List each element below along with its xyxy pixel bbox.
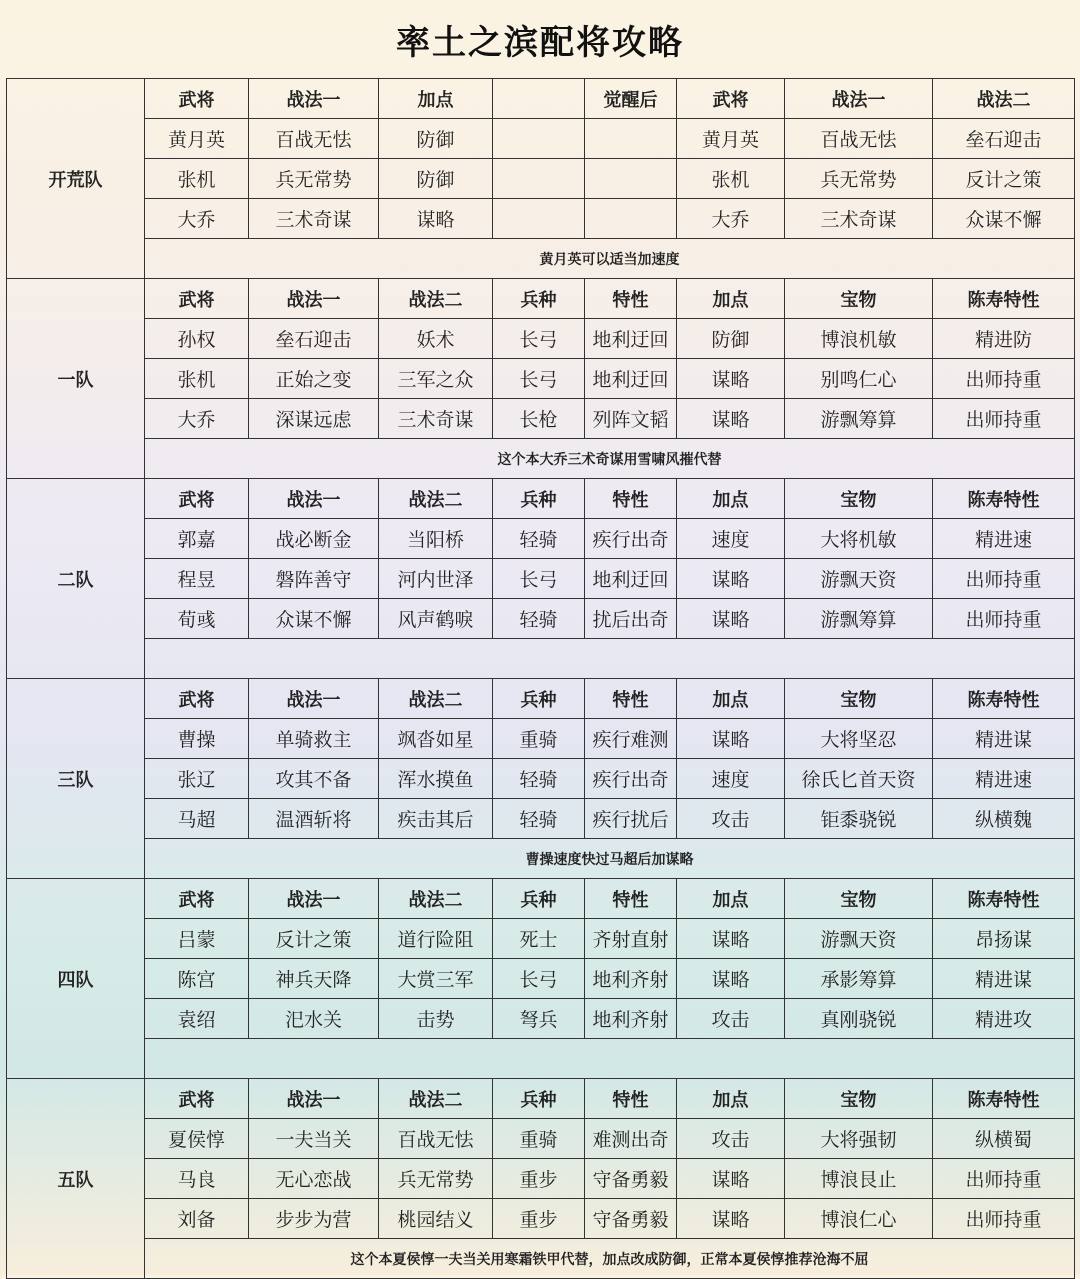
table-cell: 长弓 bbox=[493, 319, 585, 359]
table-cell: 一夫当关 bbox=[249, 1119, 379, 1159]
table-cell: 大将机敏 bbox=[785, 519, 933, 559]
header-cell: 战法一 bbox=[249, 279, 379, 319]
table-cell: 大乔 bbox=[677, 199, 785, 239]
table-cell: 精进谋 bbox=[933, 719, 1075, 759]
table-cell: 钜黍骁锐 bbox=[785, 799, 933, 839]
table-cell: 防御 bbox=[677, 319, 785, 359]
header-cell: 战法二 bbox=[379, 679, 493, 719]
table-cell: 道行险阻 bbox=[379, 919, 493, 959]
table-cell: 三军之众 bbox=[379, 359, 493, 399]
table-cell: 谋略 bbox=[677, 399, 785, 439]
table-cell: 精进速 bbox=[933, 519, 1075, 559]
header-cell: 宝物 bbox=[785, 279, 933, 319]
header-cell: 战法二 bbox=[379, 879, 493, 919]
table-cell: 博浪仁心 bbox=[785, 1199, 933, 1239]
team-2-header-row bbox=[7, 479, 1075, 519]
table-cell: 纵横蜀 bbox=[933, 1119, 1075, 1159]
table-cell: 死士 bbox=[493, 919, 585, 959]
table-cell: 谋略 bbox=[677, 599, 785, 639]
table-row bbox=[7, 1159, 1075, 1199]
header-cell: 兵种 bbox=[493, 279, 585, 319]
table-cell: 众谋不懈 bbox=[249, 599, 379, 639]
header-cell: 兵种 bbox=[493, 479, 585, 519]
header-cell: 陈寿特性 bbox=[933, 1079, 1075, 1119]
table-cell: 游飘筹算 bbox=[785, 599, 933, 639]
table-cell: 磐阵善守 bbox=[249, 559, 379, 599]
header-cell: 陈寿特性 bbox=[933, 679, 1075, 719]
header-cell: 宝物 bbox=[785, 479, 933, 519]
team-3-header-row bbox=[7, 679, 1075, 719]
header-cell: 特性 bbox=[585, 479, 677, 519]
table-cell: 马超 bbox=[145, 799, 249, 839]
table-cell: 垒石迎击 bbox=[933, 119, 1075, 159]
table-cell: 攻击 bbox=[677, 1119, 785, 1159]
header-cell: 兵种 bbox=[493, 1079, 585, 1119]
table-cell: 荀彧 bbox=[145, 599, 249, 639]
table-row bbox=[7, 319, 1075, 359]
table-cell bbox=[585, 199, 677, 239]
team-1-note-row bbox=[7, 439, 1075, 479]
header-cell: 特性 bbox=[585, 679, 677, 719]
header-cell: 战法一 bbox=[249, 479, 379, 519]
team-5-note: 这个本夏侯惇一夫当关用寒霜铁甲代替，加点改成防御，正常本夏侯惇推荐沧海不屈 bbox=[145, 1239, 1075, 1279]
table-cell: 长枪 bbox=[493, 399, 585, 439]
table-cell: 疾行难测 bbox=[585, 719, 677, 759]
team-2-note bbox=[145, 639, 1075, 679]
table-row bbox=[7, 719, 1075, 759]
table-row bbox=[7, 799, 1075, 839]
table-cell: 孙权 bbox=[145, 319, 249, 359]
table-cell: 昂扬谋 bbox=[933, 919, 1075, 959]
table-cell: 谋略 bbox=[677, 919, 785, 959]
table-row bbox=[7, 959, 1075, 999]
table-cell: 弩兵 bbox=[493, 999, 585, 1039]
table-cell: 地利迂回 bbox=[585, 319, 677, 359]
team-4-header-row bbox=[7, 879, 1075, 919]
header-cell: 战法一 bbox=[249, 879, 379, 919]
table-cell: 黄月英 bbox=[677, 119, 785, 159]
table-row bbox=[7, 759, 1075, 799]
header-cell: 特性 bbox=[585, 879, 677, 919]
header-cell: 战法一 bbox=[249, 1079, 379, 1119]
header-cell: 加点 bbox=[677, 879, 785, 919]
table-cell: 程昱 bbox=[145, 559, 249, 599]
table-cell: 河内世泽 bbox=[379, 559, 493, 599]
header-cell: 兵种 bbox=[493, 679, 585, 719]
team-4-team-label: 四队 bbox=[7, 879, 145, 1079]
team-2-note-row bbox=[7, 639, 1075, 679]
table-cell: 谋略 bbox=[677, 1159, 785, 1199]
table-cell: 张辽 bbox=[145, 759, 249, 799]
table-cell: 长弓 bbox=[493, 559, 585, 599]
table-cell: 谋略 bbox=[677, 959, 785, 999]
header-cell: 加点 bbox=[677, 479, 785, 519]
team-3-note: 曹操速度快过马超后加谋略 bbox=[145, 839, 1075, 879]
table-row bbox=[7, 519, 1075, 559]
header-cell: 战法一 bbox=[785, 79, 933, 119]
header-cell: 战法二 bbox=[379, 279, 493, 319]
table-row bbox=[7, 359, 1075, 399]
kaihuang-note: 黄月英可以适当加速度 bbox=[145, 239, 1075, 279]
header-cell: 宝物 bbox=[785, 1079, 933, 1119]
team-4-note-row bbox=[7, 1039, 1075, 1079]
table-cell: 出师持重 bbox=[933, 359, 1075, 399]
header-cell bbox=[493, 79, 585, 119]
table-cell: 黄月英 bbox=[145, 119, 249, 159]
table-cell: 扰后出奇 bbox=[585, 599, 677, 639]
table-cell: 众谋不懈 bbox=[933, 199, 1075, 239]
header-cell: 加点 bbox=[379, 79, 493, 119]
header-cell: 觉醒后 bbox=[585, 79, 677, 119]
header-cell: 战法二 bbox=[933, 79, 1075, 119]
table-cell: 精进谋 bbox=[933, 959, 1075, 999]
table-cell: 反计之策 bbox=[933, 159, 1075, 199]
table-row bbox=[7, 119, 1075, 159]
table-cell: 三术奇谋 bbox=[249, 199, 379, 239]
table-cell: 谋略 bbox=[677, 559, 785, 599]
header-cell: 陈寿特性 bbox=[933, 279, 1075, 319]
table-cell bbox=[493, 159, 585, 199]
table-cell: 地利迂回 bbox=[585, 359, 677, 399]
table-cell: 大乔 bbox=[145, 399, 249, 439]
table-row bbox=[7, 1199, 1075, 1239]
table-cell: 重骑 bbox=[493, 1119, 585, 1159]
table-row bbox=[7, 1119, 1075, 1159]
table-cell: 垒石迎击 bbox=[249, 319, 379, 359]
header-cell: 兵种 bbox=[493, 879, 585, 919]
kaihuang-team-label: 开荒队 bbox=[7, 79, 145, 279]
table-cell: 重步 bbox=[493, 1159, 585, 1199]
kaihuang-note-row bbox=[7, 239, 1075, 279]
table-cell: 疾行出奇 bbox=[585, 519, 677, 559]
table-cell: 兵无常势 bbox=[249, 159, 379, 199]
table-cell: 吕蒙 bbox=[145, 919, 249, 959]
table-cell: 博浪机敏 bbox=[785, 319, 933, 359]
table-cell: 游飘天资 bbox=[785, 559, 933, 599]
header-cell: 战法一 bbox=[249, 679, 379, 719]
table-row bbox=[7, 399, 1075, 439]
team-3-team-label: 三队 bbox=[7, 679, 145, 879]
table-cell: 谋略 bbox=[677, 1199, 785, 1239]
table-cell: 精进防 bbox=[933, 319, 1075, 359]
table-cell: 正始之变 bbox=[249, 359, 379, 399]
header-cell: 武将 bbox=[145, 79, 249, 119]
table-cell: 浑水摸鱼 bbox=[379, 759, 493, 799]
header-cell: 武将 bbox=[145, 879, 249, 919]
table-cell: 兵无常势 bbox=[785, 159, 933, 199]
table-row bbox=[7, 199, 1075, 239]
table-cell: 夏侯惇 bbox=[145, 1119, 249, 1159]
header-cell: 武将 bbox=[145, 679, 249, 719]
table-cell: 轻骑 bbox=[493, 759, 585, 799]
header-cell: 加点 bbox=[677, 279, 785, 319]
table-cell: 疾行扰后 bbox=[585, 799, 677, 839]
table-cell: 战必断金 bbox=[249, 519, 379, 559]
table-cell: 三术奇谋 bbox=[785, 199, 933, 239]
table-cell: 谋略 bbox=[677, 719, 785, 759]
table-cell: 疾击其后 bbox=[379, 799, 493, 839]
table-cell: 大将强韧 bbox=[785, 1119, 933, 1159]
table-cell: 大乔 bbox=[145, 199, 249, 239]
table-cell: 轻骑 bbox=[493, 599, 585, 639]
table-cell: 长弓 bbox=[493, 959, 585, 999]
table-cell: 妖术 bbox=[379, 319, 493, 359]
header-cell: 武将 bbox=[145, 479, 249, 519]
table-cell: 单骑救主 bbox=[249, 719, 379, 759]
table-cell bbox=[585, 119, 677, 159]
table-cell: 地利齐射 bbox=[585, 999, 677, 1039]
table-cell: 承影筹算 bbox=[785, 959, 933, 999]
table-cell: 轻骑 bbox=[493, 519, 585, 559]
table-row bbox=[7, 999, 1075, 1039]
table-cell: 轻骑 bbox=[493, 799, 585, 839]
team-1-team-label: 一队 bbox=[7, 279, 145, 479]
header-cell: 陈寿特性 bbox=[933, 879, 1075, 919]
table-cell: 徐氏匕首天资 bbox=[785, 759, 933, 799]
table-cell: 疾行出奇 bbox=[585, 759, 677, 799]
table-cell: 地利齐射 bbox=[585, 959, 677, 999]
header-cell: 武将 bbox=[145, 279, 249, 319]
table-cell: 齐射直射 bbox=[585, 919, 677, 959]
table-cell: 曹操 bbox=[145, 719, 249, 759]
team-5-header-row bbox=[7, 1079, 1075, 1119]
table-cell: 攻击 bbox=[677, 999, 785, 1039]
table-cell: 防御 bbox=[379, 159, 493, 199]
table-cell: 反计之策 bbox=[249, 919, 379, 959]
table-cell bbox=[493, 119, 585, 159]
header-cell: 武将 bbox=[145, 1079, 249, 1119]
kaihuang-header-row bbox=[7, 79, 1075, 119]
table-cell: 桃园结义 bbox=[379, 1199, 493, 1239]
table-cell: 温酒斩将 bbox=[249, 799, 379, 839]
table-cell: 步步为营 bbox=[249, 1199, 379, 1239]
table-cell: 游飘天资 bbox=[785, 919, 933, 959]
header-cell: 加点 bbox=[677, 1079, 785, 1119]
table-cell: 游飘筹算 bbox=[785, 399, 933, 439]
header-cell: 宝物 bbox=[785, 679, 933, 719]
table-cell: 马良 bbox=[145, 1159, 249, 1199]
table-cell: 出师持重 bbox=[933, 1199, 1075, 1239]
table-cell: 长弓 bbox=[493, 359, 585, 399]
table-cell: 兵无常势 bbox=[379, 1159, 493, 1199]
header-cell: 武将 bbox=[677, 79, 785, 119]
table-cell: 百战无怯 bbox=[379, 1119, 493, 1159]
table-cell: 守备勇毅 bbox=[585, 1199, 677, 1239]
table-cell: 出师持重 bbox=[933, 599, 1075, 639]
table-cell: 汜水关 bbox=[249, 999, 379, 1039]
table-cell: 刘备 bbox=[145, 1199, 249, 1239]
table-cell: 重骑 bbox=[493, 719, 585, 759]
table-cell: 真刚骁锐 bbox=[785, 999, 933, 1039]
table-cell bbox=[585, 159, 677, 199]
table-cell: 博浪艮止 bbox=[785, 1159, 933, 1199]
header-cell: 特性 bbox=[585, 1079, 677, 1119]
table-cell: 精进速 bbox=[933, 759, 1075, 799]
table-cell: 别鸣仁心 bbox=[785, 359, 933, 399]
table-cell: 张机 bbox=[145, 159, 249, 199]
table-cell: 百战无怯 bbox=[785, 119, 933, 159]
table-cell: 飒沓如星 bbox=[379, 719, 493, 759]
table-cell: 大将坚忍 bbox=[785, 719, 933, 759]
table-cell: 难测出奇 bbox=[585, 1119, 677, 1159]
header-cell: 战法一 bbox=[249, 79, 379, 119]
header-cell: 战法二 bbox=[379, 1079, 493, 1119]
table-cell: 攻击 bbox=[677, 799, 785, 839]
table-cell: 出师持重 bbox=[933, 399, 1075, 439]
table-cell: 张机 bbox=[145, 359, 249, 399]
table-cell: 无心恋战 bbox=[249, 1159, 379, 1199]
team-2-team-label: 二队 bbox=[7, 479, 145, 679]
table-cell: 重步 bbox=[493, 1199, 585, 1239]
table-cell: 出师持重 bbox=[933, 559, 1075, 599]
table-row bbox=[7, 159, 1075, 199]
table-cell: 攻其不备 bbox=[249, 759, 379, 799]
header-cell: 宝物 bbox=[785, 879, 933, 919]
table-row bbox=[7, 559, 1075, 599]
table-cell: 速度 bbox=[677, 759, 785, 799]
table-cell: 张机 bbox=[677, 159, 785, 199]
table-cell: 列阵文韬 bbox=[585, 399, 677, 439]
table-row bbox=[7, 919, 1075, 959]
page-title: 率土之滨配将攻略 bbox=[396, 22, 684, 63]
table-cell: 出师持重 bbox=[933, 1159, 1075, 1199]
table-cell: 谋略 bbox=[677, 359, 785, 399]
table-cell: 守备勇毅 bbox=[585, 1159, 677, 1199]
table-cell: 速度 bbox=[677, 519, 785, 559]
team-4-note bbox=[145, 1039, 1075, 1079]
table-cell: 当阳桥 bbox=[379, 519, 493, 559]
table-cell: 百战无怯 bbox=[249, 119, 379, 159]
team-5-team-label: 五队 bbox=[7, 1079, 145, 1279]
table-cell: 风声鹤唳 bbox=[379, 599, 493, 639]
table-cell: 陈宫 bbox=[145, 959, 249, 999]
table-cell: 大赏三军 bbox=[379, 959, 493, 999]
team-1-note: 这个本大乔三术奇谋用雪啸风摧代替 bbox=[145, 439, 1075, 479]
team-3-note-row bbox=[7, 839, 1075, 879]
team-1-header-row bbox=[7, 279, 1075, 319]
header-cell: 加点 bbox=[677, 679, 785, 719]
table-cell: 深谋远虑 bbox=[249, 399, 379, 439]
team-5-note-row bbox=[7, 1239, 1075, 1279]
table-cell: 神兵天降 bbox=[249, 959, 379, 999]
table-row bbox=[7, 599, 1075, 639]
table-cell: 谋略 bbox=[379, 199, 493, 239]
table-cell: 三术奇谋 bbox=[379, 399, 493, 439]
header-cell: 战法二 bbox=[379, 479, 493, 519]
lineup-table bbox=[6, 78, 1075, 1279]
table-cell: 防御 bbox=[379, 119, 493, 159]
table-cell: 地利迂回 bbox=[585, 559, 677, 599]
header-cell: 陈寿特性 bbox=[933, 479, 1075, 519]
table-cell bbox=[493, 199, 585, 239]
table-cell: 纵横魏 bbox=[933, 799, 1075, 839]
header-cell: 特性 bbox=[585, 279, 677, 319]
table-cell: 击势 bbox=[379, 999, 493, 1039]
table-cell: 郭嘉 bbox=[145, 519, 249, 559]
table-cell: 袁绍 bbox=[145, 999, 249, 1039]
table-cell: 精进攻 bbox=[933, 999, 1075, 1039]
